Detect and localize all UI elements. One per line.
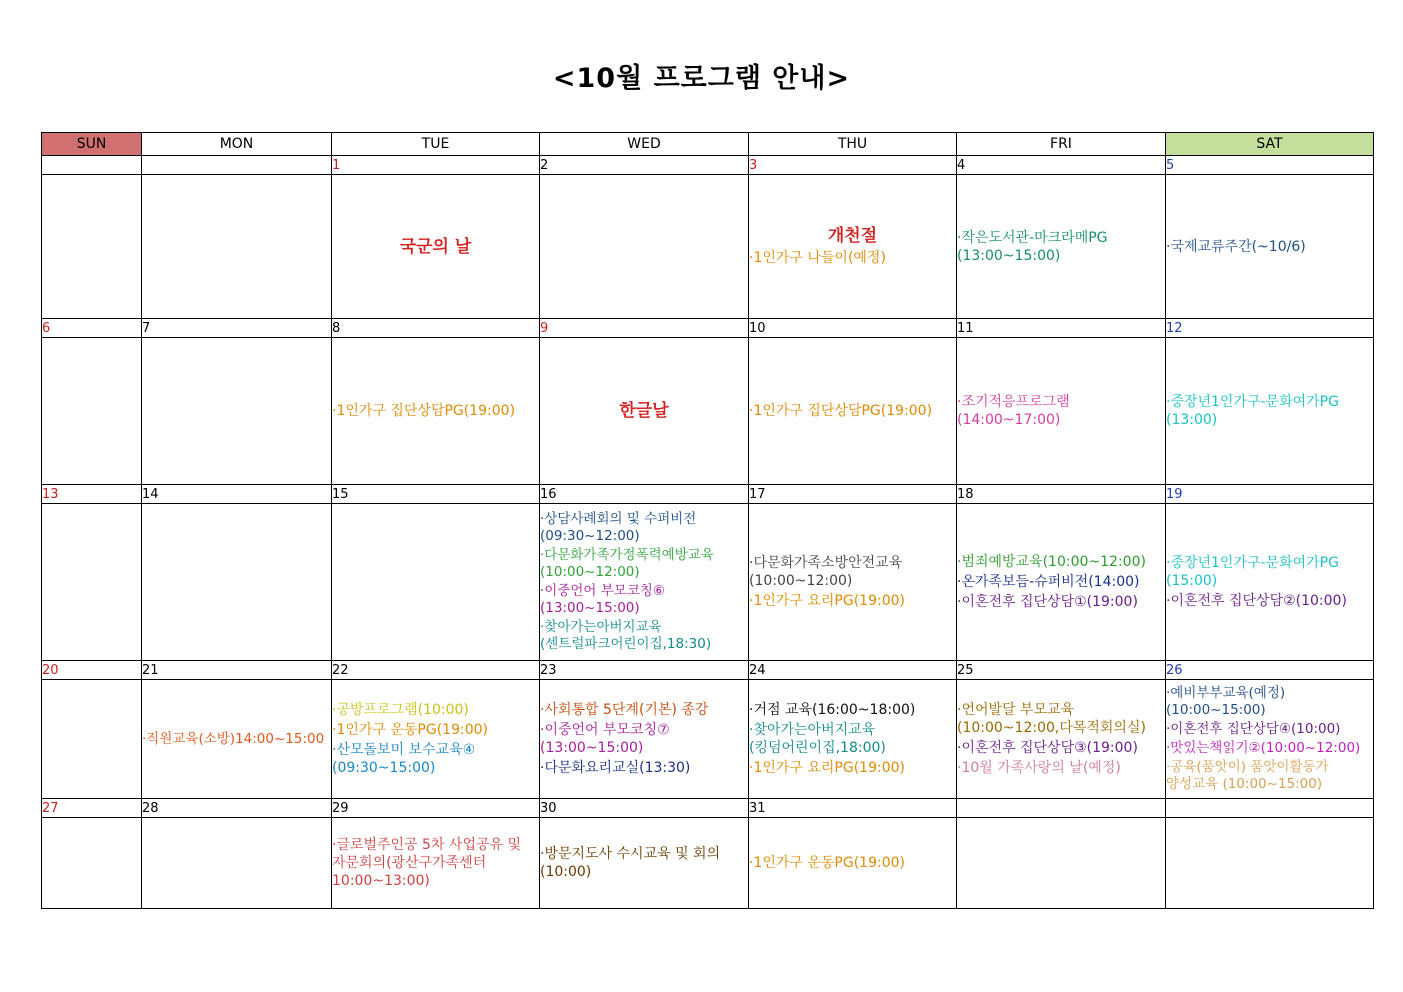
date-cell: 11 <box>957 319 1166 338</box>
event-item: ·1인가구 운동PG(19:00) <box>332 722 488 738</box>
date-row-week4 <box>42 661 1374 680</box>
event-item: ·방문지도사 수시교육 및 회의 (10:00) <box>540 846 721 880</box>
day-cell <box>42 680 142 799</box>
date-cell: 16 <box>540 485 749 504</box>
date-cell: 1 <box>332 156 540 175</box>
event-item: ·다문화가족가정폭력예방교육 (10:00~12:00) <box>540 547 714 580</box>
day-cell <box>142 175 332 319</box>
date-cell: 20 <box>42 661 142 680</box>
date-cell: 18 <box>957 485 1166 504</box>
event-item: ·1인가구 운동PG(19:00) <box>749 855 905 871</box>
events-row-week5 <box>42 818 1374 909</box>
day-cell <box>1166 504 1374 661</box>
event-item: ·1인가구 집단상담PG(19:00) <box>332 403 516 419</box>
date-cell <box>957 799 1166 818</box>
event-item: ·10월 가족사랑의 날(예정) <box>957 760 1121 776</box>
day-cell <box>749 175 957 319</box>
event-item: ·공육(품앗이) 품앗이활동가 양성교육 (10:00~15:00) <box>1166 759 1329 792</box>
date-cell: 3 <box>749 156 957 175</box>
event-item: ·직원교육(소방)14:00~15:00 <box>142 731 325 747</box>
day-cell <box>332 338 540 485</box>
event-item: ·다문화가족소방안전교육 (10:00~12:00) <box>749 555 903 589</box>
day-cell <box>540 338 749 485</box>
day-cell <box>749 504 957 661</box>
date-cell: 6 <box>42 319 142 338</box>
date-cell: 19 <box>1166 485 1374 504</box>
date-cell: 7 <box>142 319 332 338</box>
event-item: ·중장년1인가구-문화여가PG (13:00) <box>1166 394 1339 428</box>
event-item: ·이중언어 부모코칭⑦ (13:00~15:00) <box>540 722 670 756</box>
calendar-table <box>41 132 1374 909</box>
event-item: ·이혼전후 집단상담①(19:00) <box>957 594 1138 610</box>
day-cell <box>142 504 332 661</box>
event-item: ·1인가구 집단상담PG(19:00) <box>749 403 933 419</box>
day-cell <box>332 680 540 799</box>
event-item: ·온가족보듬-슈퍼비전(14:00) <box>957 574 1140 590</box>
event-item: ·이중언어 부모코칭⑥ (13:00~15:00) <box>540 583 666 616</box>
event-item: ·거점 교육(16:00~18:00) <box>749 702 916 718</box>
header-tue: TUE <box>332 133 540 156</box>
day-cell <box>957 680 1166 799</box>
header-sat: SAT <box>1166 133 1374 156</box>
date-row-week3 <box>42 485 1374 504</box>
day-cell <box>42 504 142 661</box>
date-cell: 26 <box>1166 661 1374 680</box>
event-item: ·범죄예방교육(10:00~12:00) <box>957 554 1146 570</box>
event-item: ·이혼전후 집단상담②(10:00) <box>1166 593 1347 609</box>
event-item: ·맛있는책읽기②(10:00~12:00) <box>1166 740 1361 756</box>
day-cell <box>957 338 1166 485</box>
day-cell <box>42 818 142 909</box>
date-cell <box>142 156 332 175</box>
page-title: <10월 프로그램 안내> <box>552 63 851 94</box>
date-cell: 29 <box>332 799 540 818</box>
day-cell <box>540 175 749 319</box>
day-cell <box>42 338 142 485</box>
event-item: ·작은도서관-마크라메PG (13:00~15:00) <box>957 229 1108 264</box>
date-cell: 9 <box>540 319 749 338</box>
day-cell <box>42 175 142 319</box>
event-item: ·1인가구 나들이(예정) <box>749 249 886 266</box>
date-cell: 15 <box>332 485 540 504</box>
date-cell: 10 <box>749 319 957 338</box>
events-row-week3 <box>42 504 1374 661</box>
event-item: ·사회통합 5단계(기본) 종강 <box>540 702 709 718</box>
header-thu: THU <box>749 133 957 156</box>
day-cell <box>1166 680 1374 799</box>
event-item: ·이혼전후 집단상담③(19:00) <box>957 740 1138 756</box>
header-mon: MON <box>142 133 332 156</box>
events-row-week4 <box>42 680 1374 799</box>
day-cell <box>1166 818 1374 909</box>
date-row-week1 <box>42 156 1374 175</box>
event-item: ·상담사례회의 및 수퍼비전 (09:30~12:00) <box>540 511 697 544</box>
date-cell: 31 <box>749 799 957 818</box>
date-cell: 14 <box>142 485 332 504</box>
day-cell <box>142 818 332 909</box>
day-cell <box>749 680 957 799</box>
day-cell <box>142 338 332 485</box>
date-cell: 21 <box>142 661 332 680</box>
date-cell: 23 <box>540 661 749 680</box>
day-cell <box>957 504 1166 661</box>
date-cell <box>42 156 142 175</box>
event-item: ·중장년1인가구-문화여가PG (15:00) <box>1166 555 1339 589</box>
day-cell <box>332 504 540 661</box>
event-item: ·글로벌주인공 5차 사업공유 및 자문회의(광산구가족센터 10:00~13:00) <box>332 837 521 889</box>
events-row-week1 <box>42 175 1374 319</box>
date-cell: 25 <box>957 661 1166 680</box>
event-item: ·찾아가는아버지교육 (센트럴파크어린이집,18:30) <box>540 619 712 652</box>
date-cell: 28 <box>142 799 332 818</box>
header-fri: FRI <box>957 133 1166 156</box>
date-cell: 17 <box>749 485 957 504</box>
event-item: ·찾아가는아버지교육 (킹덤어린이집,18:00) <box>749 722 886 756</box>
event-item: ·1인가구 요리PG(19:00) <box>749 593 905 609</box>
events-row-week2 <box>42 338 1374 485</box>
day-cell <box>749 338 957 485</box>
holiday-label: 개천절 <box>827 225 878 246</box>
day-cell <box>957 818 1166 909</box>
day-cell <box>1166 338 1374 485</box>
date-cell: 30 <box>540 799 749 818</box>
event-item: ·다문화요리교실(13:30) <box>540 760 691 776</box>
event-item: ·언어발달 부모교육 (10:00~12:00,다목적회의실) <box>957 702 1146 736</box>
day-cell <box>332 818 540 909</box>
date-cell: 8 <box>332 319 540 338</box>
holiday-label: 한글날 <box>619 401 669 421</box>
weekday-header-row <box>42 133 1374 156</box>
event-item: ·산모돌보미 보수교육④ (09:30~15:00) <box>332 742 476 776</box>
event-item: ·이혼전후 집단상담④(10:00) <box>1166 721 1341 737</box>
date-row-week2 <box>42 319 1374 338</box>
day-cell <box>540 504 749 661</box>
day-cell <box>540 680 749 799</box>
event-item: ·조기적응프로그램 (14:00~17:00) <box>957 394 1070 428</box>
event-item: ·국제교류주간(~10/6) <box>1166 238 1306 255</box>
date-cell: 27 <box>42 799 142 818</box>
event-item: ·예비부부교육(예정) (10:00~15:00) <box>1166 685 1286 718</box>
day-cell <box>957 175 1166 319</box>
day-cell <box>142 680 332 799</box>
event-item: ·공방프로그램(10:00) <box>332 702 469 718</box>
header-sun: SUN <box>42 133 142 156</box>
date-cell <box>1166 799 1374 818</box>
day-cell <box>1166 175 1374 319</box>
date-cell: 2 <box>540 156 749 175</box>
day-cell <box>540 818 749 909</box>
holiday-label: 국군의 날 <box>399 236 472 257</box>
date-row-week5 <box>42 799 1374 818</box>
event-item: ·1인가구 요리PG(19:00) <box>749 760 905 776</box>
day-cell <box>749 818 957 909</box>
date-cell: 13 <box>42 485 142 504</box>
header-wed: WED <box>540 133 749 156</box>
date-cell: 22 <box>332 661 540 680</box>
date-cell: 24 <box>749 661 957 680</box>
date-cell: 4 <box>957 156 1166 175</box>
day-cell <box>332 175 540 319</box>
date-cell: 5 <box>1166 156 1374 175</box>
date-cell: 12 <box>1166 319 1374 338</box>
